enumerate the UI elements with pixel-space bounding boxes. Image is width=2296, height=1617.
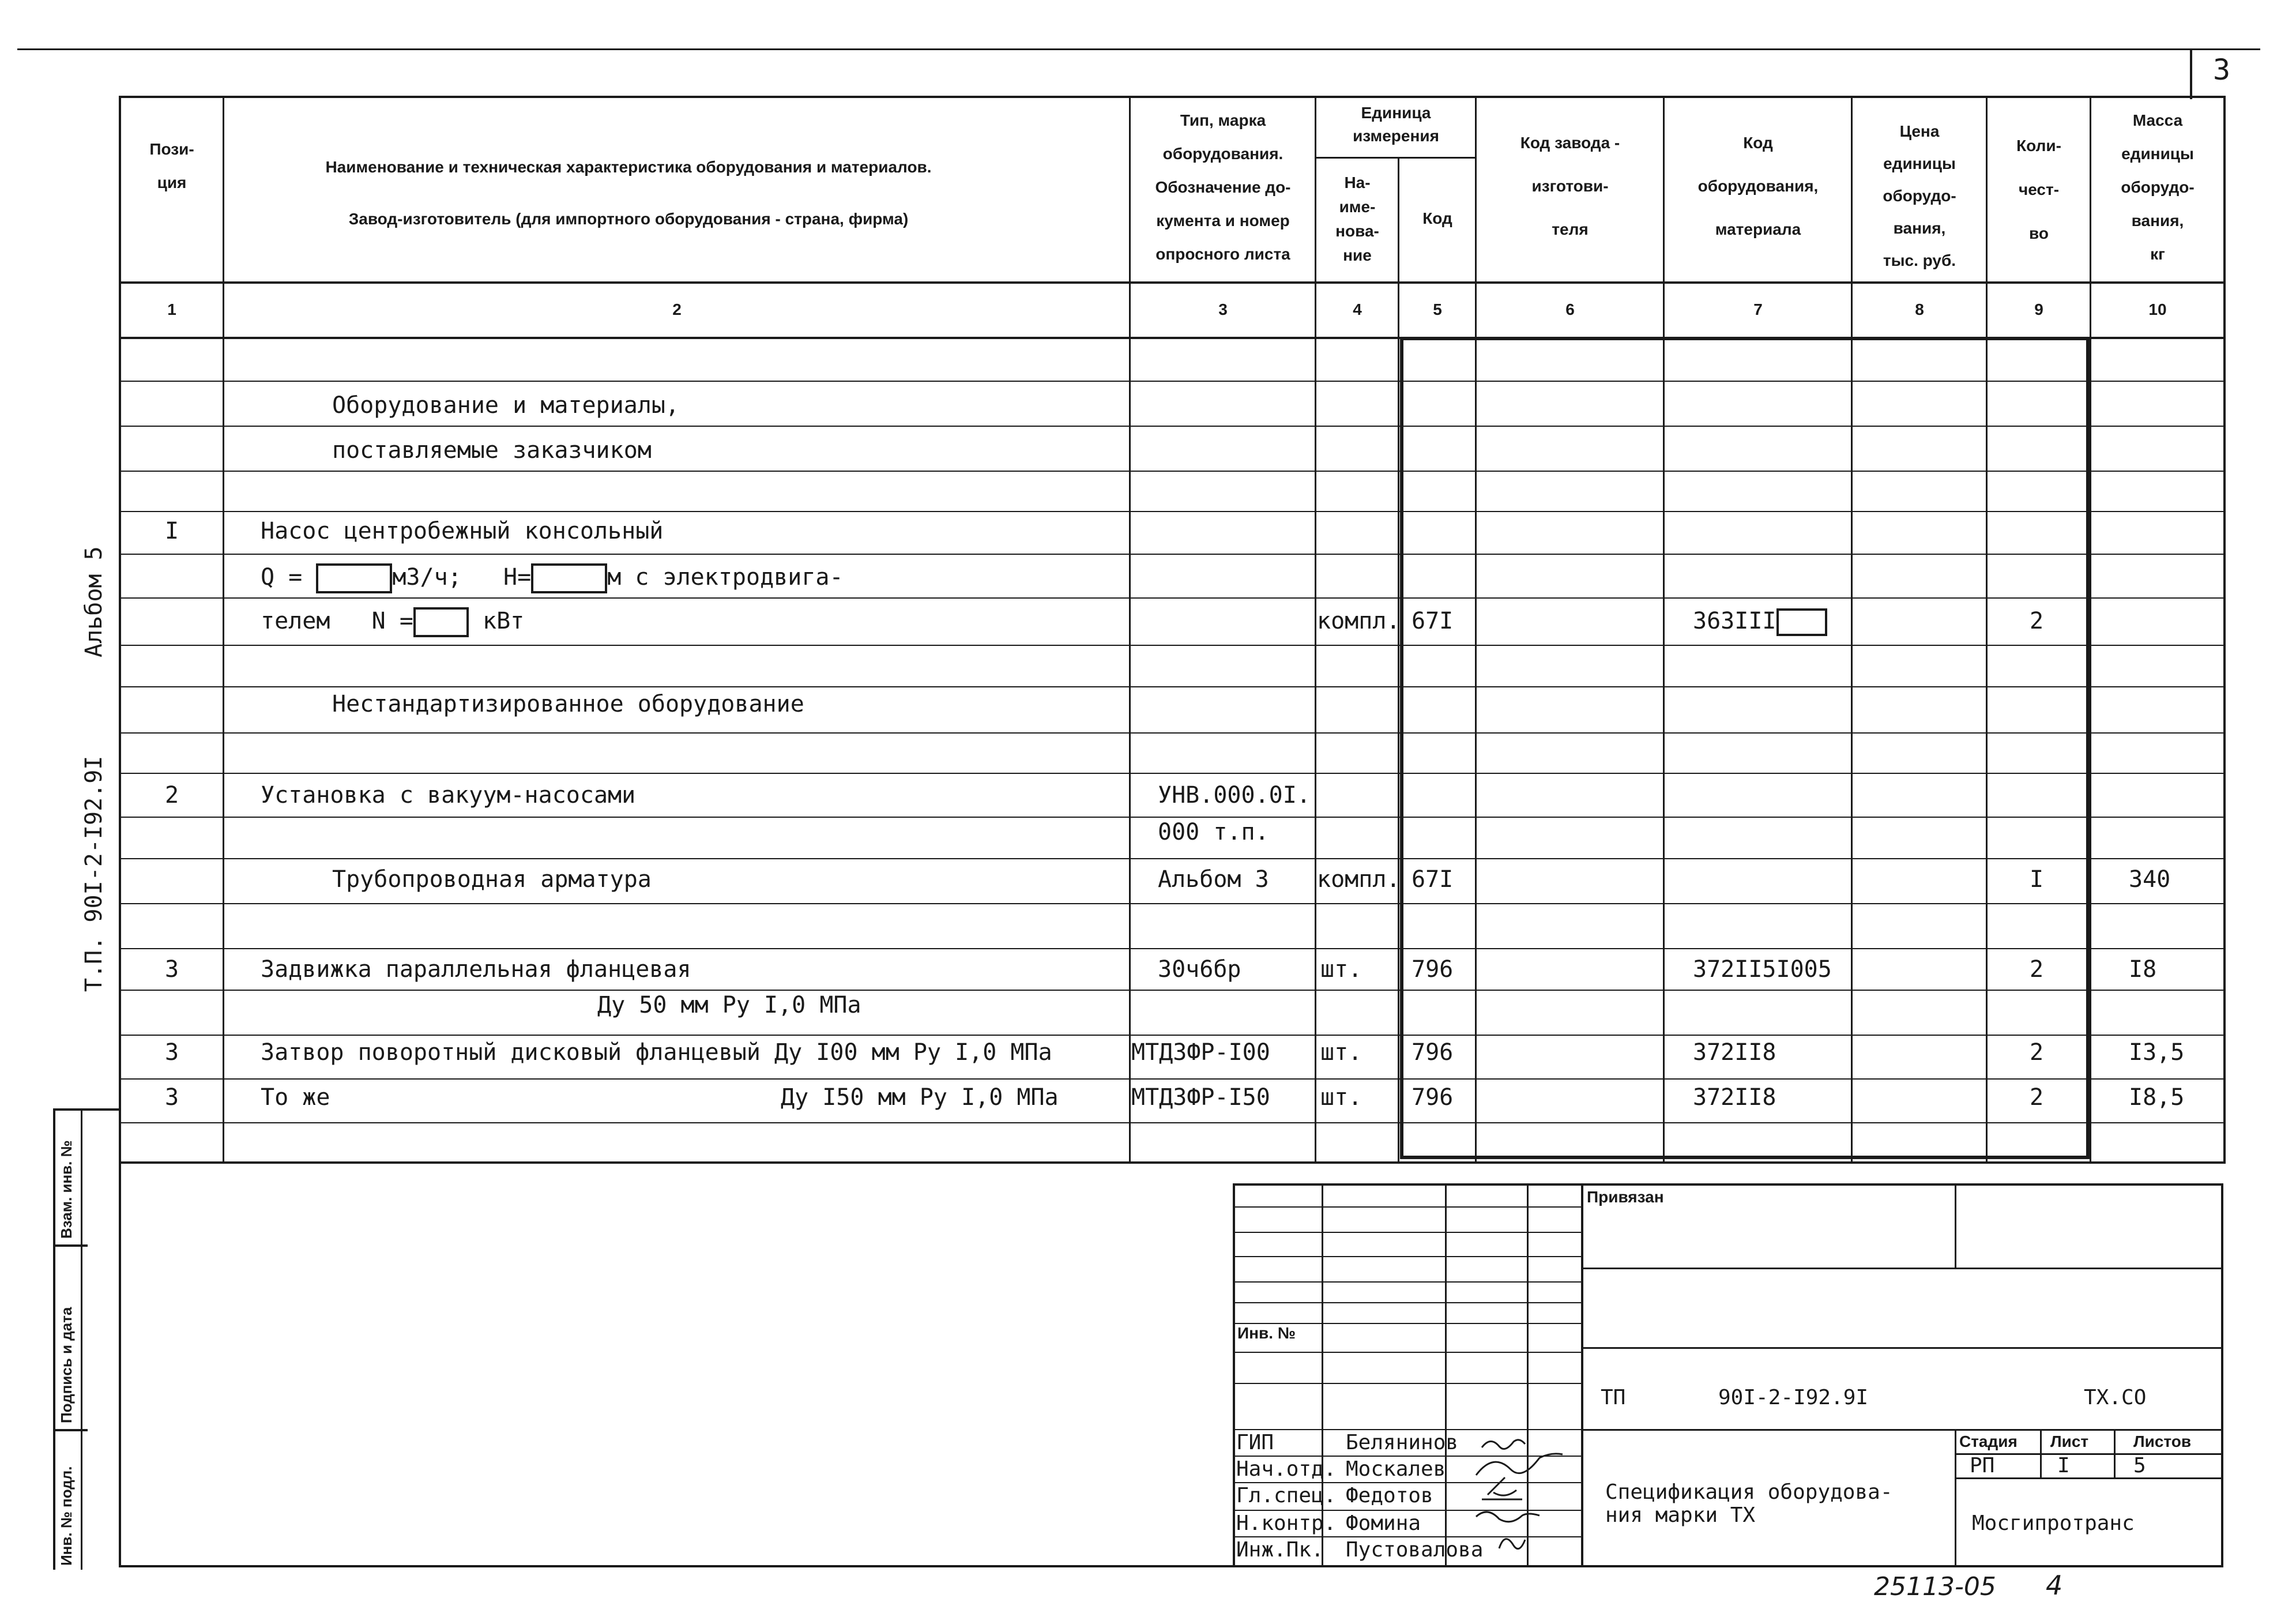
row-fittings-type: Альбом 3 [1158,866,1269,893]
colnum-6: 6 [1565,300,1575,318]
header-price: Цена единицы оборудо- вания, тыс. руб. [1883,122,1956,269]
album-side-label: Альбом 5 [81,546,107,657]
sheets-label: Листов [2133,1432,2192,1450]
row-pump-qty: 2 [2030,608,2044,634]
doc-title: Спецификация оборудова- ния марки ТХ [1605,1480,1893,1527]
row-gate-mass: I8 [2129,956,2157,983]
header-name: Наименование и техническая характеристика оборудования и материалов. Завод-изготовитель (для импортного оборудования - страна, фирма) [325,158,932,228]
doc-mark: ТХ.СО [2084,1386,2147,1409]
row-gate-unit: шт. [1320,956,1362,983]
row-gate-qty: 2 [2030,956,2044,983]
section-title-nonstandard: Нестандартизированное оборудование [332,691,804,717]
sheet-label: Лист [2050,1432,2089,1450]
row-butterfly150-name: То же [261,1084,330,1111]
row-butterfly150-qty: 2 [2030,1084,2044,1111]
header-factory-code: Код завода - изготови- теля [1520,134,1620,238]
colnum-2: 2 [672,300,682,318]
row-gate-pos: 3 [165,956,179,983]
equip-code-blank-box [1776,608,1827,636]
header-equip-code: Код оборудования, материала [1697,134,1819,238]
row-fittings-mass: 340 [2129,866,2171,893]
role-gip: ГИП [1236,1431,1274,1454]
row-gate-name: Задвижка параллельная фланцевая [261,956,691,983]
inv-podl-label: Инв. № подл. [58,1466,75,1566]
sheet-value: I [2057,1454,2070,1477]
colnum-10: 10 [2148,300,2167,318]
sheet-number: 3 [2213,53,2231,87]
colnum-4: 4 [1353,300,1362,318]
section-title-customer-2: поставляемые заказчиком [332,437,652,464]
row-butterfly100-mass: I3,5 [2129,1039,2185,1066]
row-butterfly150-equip-code: 372II8 [1693,1084,1776,1111]
row-butterfly150-code: 796 [1412,1084,1454,1111]
name-n-kontr: Фомина [1346,1511,1421,1535]
colnum-5: 5 [1433,300,1442,318]
footer-note: 25113-05 [1874,1572,1996,1601]
row-butterfly100-qty: 2 [2030,1039,2044,1066]
header-position: Пози- ция [149,140,194,191]
row-fittings-code: 67I [1412,866,1454,893]
row-butterfly100-unit: шт. [1320,1039,1362,1066]
row-butterfly150-size: Ду I50 мм Ру I,0 МПа [781,1084,1059,1111]
row-butterfly100-code: 796 [1412,1039,1454,1066]
row-vacuum-type: УНВ.000.0I. [1158,782,1311,808]
podpis-label: Подпись и дата [58,1307,75,1423]
header-mass: Масса единицы оборудо- вания, кг [2121,111,2195,263]
row-gate-type: 30ч6бр [1158,956,1241,983]
row-gate-size: Ду 50 мм Ру I,0 МПа [597,992,861,1018]
header-unit-name: На- име- нова- ние [1335,174,1379,264]
doc-number: 90I-2-I92.9I [1718,1386,1869,1409]
footer-page: 4 [2046,1570,2063,1601]
row-butterfly100-name: Затвор поворотный дисковый фланцевый Ду I00 мм Ру I,0 МПа [261,1039,1052,1066]
colnum-9: 9 [2034,300,2043,318]
colnum-8: 8 [1915,300,1924,318]
row-pump-unit: компл. [1317,608,1401,634]
row-butterfly100-type: МТДЗФР-I00 [1131,1039,1270,1066]
row-vacuum-type-2: 000 т.п. [1158,819,1269,845]
row-butterfly150-mass: I8,5 [2129,1084,2185,1111]
header-unit-title: Единица измерения [1353,104,1439,145]
row-pump-equip-code: 363III [1693,607,1827,636]
colnum-1: 1 [167,300,176,318]
stage-label: Стадия [1959,1432,2018,1450]
role-nach-otd: Нач.отд. [1236,1457,1337,1481]
stage-value: РП [1970,1454,1995,1477]
header-type: Тип, марка оборудования. Обозначение до- кумента и номер опросного листа [1155,111,1291,263]
vzam-label: Взам. инв. № [58,1140,75,1239]
header-unit-code: Код [1422,209,1452,227]
name-inzh: Пустовалова [1346,1538,1484,1562]
q-blank-box [316,563,392,593]
row-fittings-name: Трубопроводная арматура [332,866,652,893]
row-pump-pos: I [165,518,179,544]
header-qty: Коли- чест- во [2016,137,2061,242]
row-fittings-qty: I [2030,866,2044,893]
row-pump-code: 67I [1412,608,1454,634]
colnum-7: 7 [1753,300,1763,318]
colnum-3: 3 [1218,300,1228,318]
row-pump-params-n: телем N = кВт [261,607,524,637]
role-gl-spec: Гл.спец. [1236,1484,1337,1507]
row-gate-code: 796 [1412,956,1454,983]
row-butterfly150-pos: 3 [165,1084,179,1111]
name-gl-spec: Федотов [1346,1484,1433,1507]
row-butterfly150-unit: шт. [1320,1084,1362,1111]
inv-no-label: Инв. № [1237,1324,1296,1342]
doc-prefix: ТП [1601,1386,1626,1409]
role-n-kontr: Н.контр. [1236,1511,1337,1535]
name-gip: Белянинов [1346,1431,1459,1454]
project-side-label: Т.П. 90I-2-I92.9I [81,755,107,992]
row-butterfly150-type: МТДЗФР-I50 [1131,1084,1270,1111]
h-blank-box [531,563,607,593]
row-fittings-unit: компл. [1317,866,1401,893]
sheets-value: 5 [2133,1454,2146,1477]
row-vacuum-name: Установка с вакуум-насосами [261,782,636,808]
section-title-customer-1: Оборудование и материалы, [332,392,680,419]
organization-name: Мосгипротранс [1972,1511,2135,1535]
row-pump-params-q-h: Q = м3/ч; H= м с электродвига- [261,563,844,593]
row-butterfly100-equip-code: 372II8 [1693,1039,1776,1066]
row-butterfly100-pos: 3 [165,1039,179,1066]
signatures [1470,1430,1586,1563]
role-inzh: Инж.Пк. [1236,1538,1324,1562]
row-gate-equip-code: 372II5I005 [1693,956,1832,983]
row-pump-name: Насос центробежный консольный [261,518,664,544]
name-nach-otd: Москалев [1346,1457,1446,1481]
row-vacuum-pos: 2 [165,782,179,808]
privyazan-label: Привязан [1587,1188,1664,1206]
n-blank-box [413,607,469,637]
